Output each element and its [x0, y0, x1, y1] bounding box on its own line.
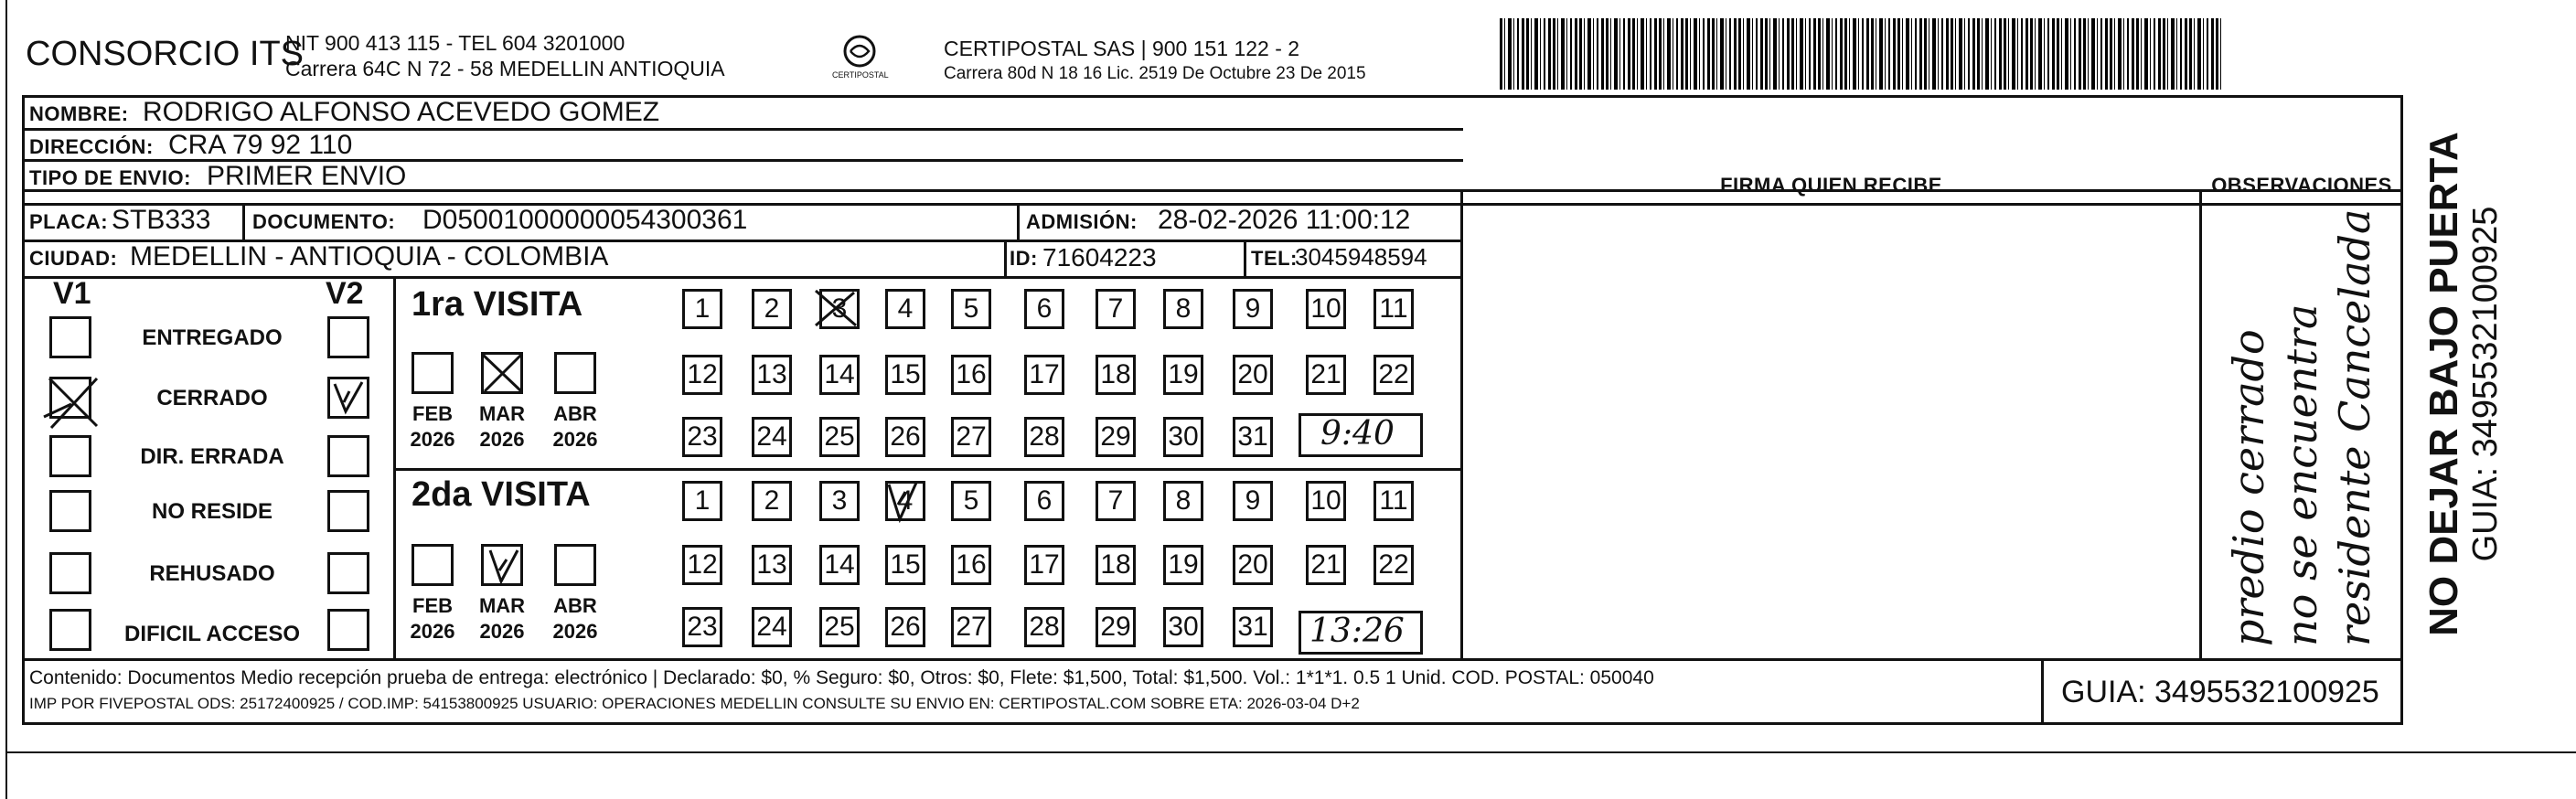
visit1-time: 9:40 [1320, 415, 1395, 453]
status-entregado: ENTREGADO [142, 325, 283, 350]
visit1-day-8[interactable]: 8 [1163, 289, 1203, 329]
observaciones-line-2: no se encuentra [2277, 304, 2326, 646]
barcode [1500, 18, 2222, 90]
v2-entregado-checkbox[interactable] [327, 316, 369, 358]
visit2-day-9[interactable]: 9 [1233, 481, 1273, 521]
visit1-day-4[interactable]: 4 [885, 289, 925, 329]
nombre-label: NOMBRE: [29, 102, 129, 125]
courier-name: CERTIPOSTAL SAS | 900 151 122 - 2 [944, 37, 1300, 60]
visit2-year-mar: 2026 [479, 620, 525, 643]
visit1-day-20[interactable]: 20 [1233, 355, 1273, 395]
footer-contenido: Contenido: Documentos Medio recepción prueba de entrega: electrónico | Declarado: $0, % Seguro: $0, Otros: $0, Flete: $1,500, Total: $1,500. Vol.: 1*1*1. 0.5 1 Unid. COD. POSTAL: 050040 [29, 667, 1654, 688]
visit1-day-3[interactable]: 3 [819, 289, 860, 329]
visit1-feb-checkbox[interactable] [412, 352, 454, 394]
visit2-day-5[interactable]: 5 [951, 481, 991, 521]
visit1-day-25[interactable]: 25 [819, 417, 860, 457]
visit1-day-1[interactable]: 1 [682, 289, 722, 329]
recipient-id: 71604223 [1042, 243, 1157, 272]
visit1-day-6[interactable]: 6 [1024, 289, 1064, 329]
visit2-day-31[interactable]: 31 [1233, 607, 1273, 647]
visit1-day-17[interactable]: 17 [1024, 355, 1064, 395]
visit2-day-10[interactable]: 10 [1306, 481, 1346, 521]
visit1-month-mar: MAR [478, 402, 526, 425]
visit1-day-14[interactable]: 14 [819, 355, 860, 395]
v1-dificil-acceso-checkbox[interactable] [49, 609, 91, 651]
visit1-month-abr: ABR [553, 402, 597, 425]
visit2-day-20[interactable]: 20 [1233, 545, 1273, 585]
visit1-day-11[interactable]: 11 [1374, 289, 1414, 329]
status-dificil-acceso: DIFICIL ACCESO [123, 622, 300, 646]
visit1-day-16[interactable]: 16 [951, 355, 991, 395]
visit2-day-15[interactable]: 15 [885, 545, 925, 585]
visit2-day-3[interactable]: 3 [819, 481, 860, 521]
certipostal-logo-icon [841, 33, 878, 69]
id-label: ID: [1010, 247, 1038, 270]
visit1-day-7[interactable]: 7 [1096, 289, 1136, 329]
observaciones-line-3: residente Cancelada [2330, 208, 2379, 646]
visit1-day-26[interactable]: 26 [885, 417, 925, 457]
visit2-day-19[interactable]: 19 [1163, 545, 1203, 585]
direccion-label: DIRECCIÓN: [29, 135, 154, 158]
v1-no-reside-checkbox[interactable] [49, 490, 91, 532]
v1-rehusado-checkbox[interactable] [49, 552, 91, 594]
visit2-day-1[interactable]: 1 [682, 481, 722, 521]
company-address: Carrera 64C N 72 - 58 MEDELLIN ANTIOQUIA [285, 57, 725, 80]
admision: 28-02-2026 11:00:12 [1158, 205, 1411, 235]
visit2-title: 2da VISITA [412, 475, 591, 514]
visit1-day-10[interactable]: 10 [1306, 289, 1346, 329]
visit1-day-31[interactable]: 31 [1233, 417, 1273, 457]
visit2-year-feb: 2026 [410, 620, 455, 643]
visit2-day-18[interactable]: 18 [1096, 545, 1136, 585]
visit2-day-13[interactable]: 13 [752, 545, 792, 585]
visit1-day-5[interactable]: 5 [951, 289, 991, 329]
visit2-day-23[interactable]: 23 [682, 607, 722, 647]
visit1-day-22[interactable]: 22 [1374, 355, 1414, 395]
visit1-month-feb: FEB [412, 402, 453, 425]
no-dejar-bajo-puerta: NO DEJAR BAJO PUERTA [2421, 132, 2466, 636]
status-rehusado: REHUSADO [149, 561, 275, 586]
footer-impresion: IMP POR FIVEPOSTAL ODS: 25172400925 / COD.IMP: 54153800925 USUARIO: OPERACIONES MEDELLIN CONSULTE SU ENVIO EN: CERTIPOSTAL.COM SOBRE ETA: 2026-03-04 D+2 [29, 695, 1360, 712]
visit1-day-18[interactable]: 18 [1096, 355, 1136, 395]
v1-dir-errada-checkbox[interactable] [49, 435, 91, 477]
recipient-tel: 3045948594 [1295, 243, 1427, 271]
company-nit: NIT 900 413 115 - TEL 604 3201000 [285, 31, 625, 55]
visit2-month-feb: FEB [412, 594, 453, 617]
visit2-day-16[interactable]: 16 [951, 545, 991, 585]
visit1-day-23[interactable]: 23 [682, 417, 722, 457]
footer-guia: GUIA: 3495532100925 [2061, 675, 2379, 709]
visit2-day-30[interactable]: 30 [1163, 607, 1203, 647]
visit1-abr-checkbox[interactable] [554, 352, 596, 394]
visit2-day-28[interactable]: 28 [1024, 607, 1064, 647]
visit2-day-24[interactable]: 24 [752, 607, 792, 647]
observaciones-line-1: predio cerrado [2224, 329, 2273, 646]
firma-label: FIRMA QUIEN RECIBE [1720, 174, 1942, 197]
visit2-day-21[interactable]: 21 [1306, 545, 1346, 585]
visit1-mar-check-mark [476, 347, 530, 399]
visit1-day-28[interactable]: 28 [1024, 417, 1064, 457]
visit1-day-21[interactable]: 21 [1306, 355, 1346, 395]
admision-label: ADMISIÓN: [1026, 210, 1138, 233]
v2-dificil-acceso-checkbox[interactable] [327, 609, 369, 651]
visit1-day-9[interactable]: 9 [1233, 289, 1273, 329]
observaciones-label: OBSERVACIONES [2211, 174, 2392, 197]
status-no-reside: NO RESIDE [151, 499, 273, 524]
logo-caption: CERTIPOSTAL [832, 70, 889, 80]
visit2-day-6[interactable]: 6 [1024, 481, 1064, 521]
visit1-title: 1ra VISITA [412, 285, 583, 324]
side-text [2409, 128, 2518, 640]
visit2-month-mar: MAR [478, 594, 526, 617]
visit2-time: 13:26 [1309, 613, 1405, 650]
visit2-feb-checkbox[interactable] [412, 544, 454, 586]
visit1-year-mar: 2026 [479, 428, 525, 451]
visit1-day-27[interactable]: 27 [951, 417, 991, 457]
visit2-day-17[interactable]: 17 [1024, 545, 1064, 585]
v1-label: V1 [53, 276, 91, 311]
visit1-year-abr: 2026 [552, 428, 598, 451]
visit1-day-30[interactable]: 30 [1163, 417, 1203, 457]
visit2-day-27[interactable]: 27 [951, 607, 991, 647]
visit2-day-14[interactable]: 14 [819, 545, 860, 585]
visit1-day-2[interactable]: 2 [752, 289, 792, 329]
visit2-day-2[interactable]: 2 [752, 481, 792, 521]
ciudad: MEDELLIN - ANTIOQUIA - COLOMBIA [130, 241, 609, 272]
v2-cerrado-check-mark [326, 375, 371, 421]
visit2-mar-check-mark [479, 541, 527, 589]
v2-no-reside-checkbox[interactable] [327, 490, 369, 532]
visit1-year-feb: 2026 [410, 428, 455, 451]
visit2-day-12[interactable]: 12 [682, 545, 722, 585]
visit2-day-26[interactable]: 26 [885, 607, 925, 647]
visit1-day-15[interactable]: 15 [885, 355, 925, 395]
ciudad-label: CIUDAD: [29, 247, 118, 270]
recipient-name: RODRIGO ALFONSO ACEVEDO GOMEZ [143, 97, 660, 127]
documento-label: DOCUMENTO: [252, 210, 396, 233]
v2-rehusado-checkbox[interactable] [327, 552, 369, 594]
visit1-day-13[interactable]: 13 [752, 355, 792, 395]
observaciones-notes [2204, 206, 2400, 658]
visit1-day-19[interactable]: 19 [1163, 355, 1203, 395]
tipo-envio-label: TIPO DE ENVIO: [29, 166, 191, 189]
tipo-envio: PRIMER ENVIO [207, 161, 407, 191]
visit2-day-11[interactable]: 11 [1374, 481, 1414, 521]
signature-area[interactable] [1463, 206, 2199, 658]
recipient-address: CRA 79 92 110 [168, 130, 353, 160]
visit2-month-abr: ABR [553, 594, 597, 617]
status-dir-errada: DIR. ERRADA [140, 444, 284, 469]
visit2-day-25[interactable]: 25 [819, 607, 860, 647]
visit2-day-22[interactable]: 22 [1374, 545, 1414, 585]
visit1-day-check-mark [808, 283, 863, 335]
visit1-day-29[interactable]: 29 [1096, 417, 1136, 457]
placa: STB333 [112, 205, 211, 235]
visit1-day-24[interactable]: 24 [752, 417, 792, 457]
visit2-day-4[interactable]: 4 [885, 481, 925, 521]
visit2-day-7[interactable]: 7 [1096, 481, 1136, 521]
side-guia: GUIA: 3495532100925 [2466, 206, 2505, 562]
tel-label: TEL: [1251, 247, 1298, 270]
documento: D05001000000054300361 [422, 205, 748, 235]
v2-dir-errada-checkbox[interactable] [327, 435, 369, 477]
v1-entregado-checkbox[interactable] [49, 316, 91, 358]
visit2-abr-checkbox[interactable] [554, 544, 596, 586]
visit2-year-abr: 2026 [552, 620, 598, 643]
status-cerrado: CERRADO [156, 386, 268, 410]
visit1-day-12[interactable]: 12 [682, 355, 722, 395]
v1-cerrado-check-mark [40, 368, 113, 441]
visit2-day-8[interactable]: 8 [1163, 481, 1203, 521]
courier-license: Carrera 80d N 18 16 Lic. 2519 De Octubre 23 De 2015 [944, 64, 1366, 83]
v2-label: V2 [326, 276, 364, 311]
visit2-day-check-mark [880, 475, 925, 527]
visit2-day-29[interactable]: 29 [1096, 607, 1136, 647]
placa-label: PLACA: [29, 210, 109, 233]
company-name: CONSORCIO ITS [26, 35, 305, 73]
